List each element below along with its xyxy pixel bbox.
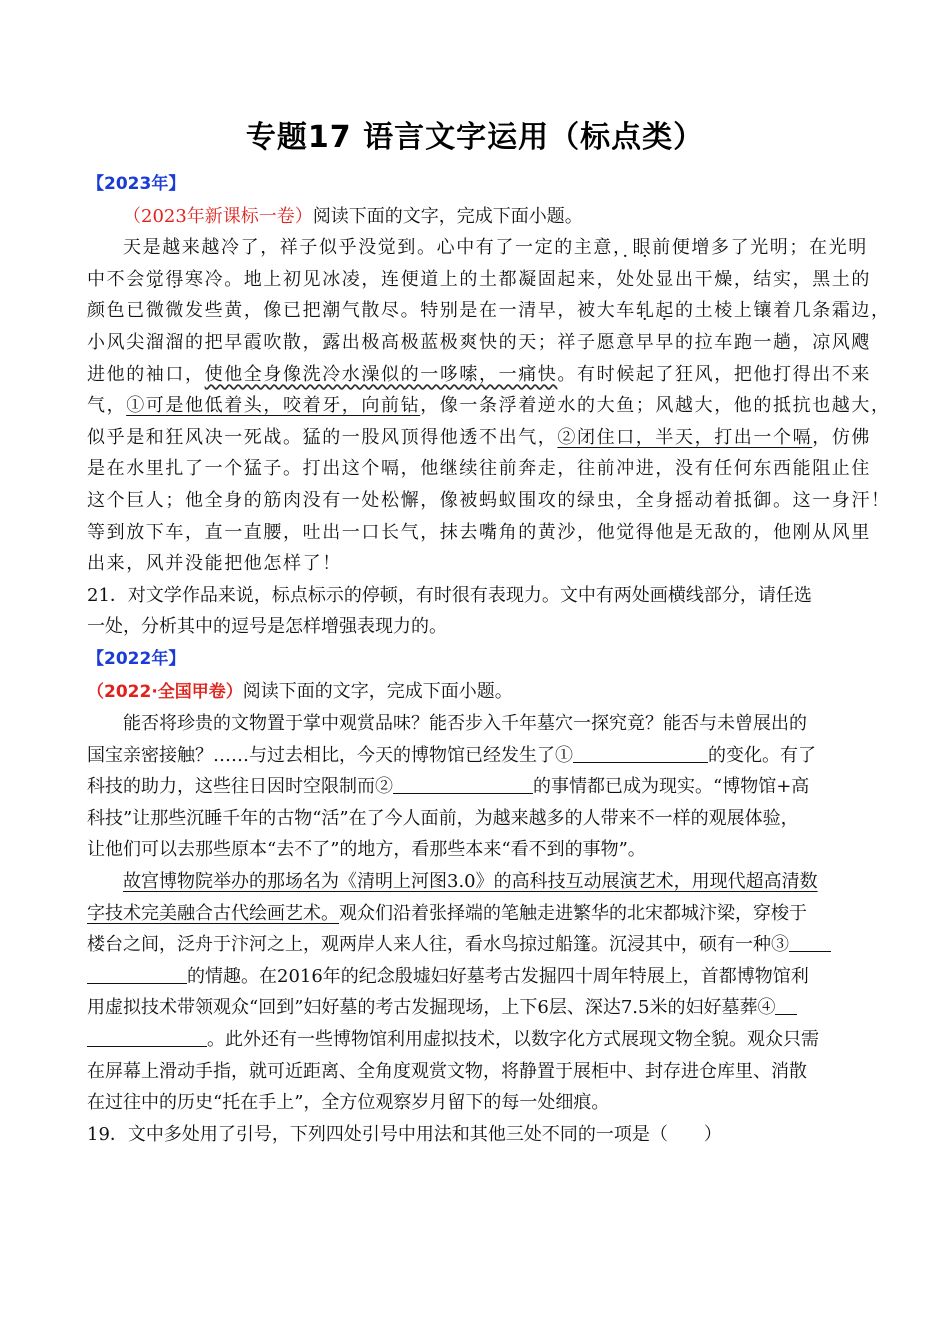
emphasis-dot-char: 微 bbox=[145, 300, 166, 322]
passage-line: 进他的袖口，使他全身像洗冷水澡似的一哆嗦，一痛快。有时候起了狂风，把他打得出不来 bbox=[87, 363, 872, 385]
underlined-sentence-2: ②闭住口，半天，打出一个嗝 bbox=[557, 426, 813, 448]
passage-line: 似乎是和狂风决一死战。猛的一股风顶得他透不出气，②闭住口，半天，打出一个嗝，仿佛 bbox=[87, 426, 872, 448]
underlined-sentence-1: ①可是他低着头，咬着牙，向前钻 bbox=[126, 395, 421, 417]
section-2023-header bbox=[87, 168, 862, 201]
passage-line: 颜色已微微发些黄，像已把潮气散尽。特别是在一清早，被大车轧起的土棱上镶着几条霜边， bbox=[87, 295, 862, 327]
blank-1 bbox=[573, 742, 708, 763]
section-2022-header bbox=[87, 643, 862, 676]
passage-line: 的情趣。在2016年的纪念殷墟妇好墓考古发掘四十周年特展上，首都博物馆利 bbox=[87, 961, 862, 993]
blank-2 bbox=[393, 773, 533, 794]
blank-3 bbox=[789, 931, 831, 952]
passage-line: 小风尖溜溜的把早霞吹散，露出极高极蓝极爽快的天；祥子愿意早早的拉车跑一趟，凉风飕 bbox=[87, 327, 862, 359]
year-label-2022: 【2022年】 bbox=[87, 648, 186, 669]
passage-line: 天是越来越冷了，祥子似乎没觉到。心中有了一定的主意，眼前便增多了光明；在光明 bbox=[123, 237, 868, 259]
passage-line: 中不会觉得寒冷。地上初见冰凌，连便道上的土都凝固起来，处处显出干燥，结实，黑土的 bbox=[87, 264, 862, 296]
document-body bbox=[87, 168, 891, 1150]
blank-4-cont bbox=[87, 1026, 207, 1047]
passage-line: 科技的助力，这些往日因时空限制而② 的事情都已成为现实。“博物馆+高 bbox=[87, 771, 862, 803]
passage-line: 在屏幕上滑动手指，就可近距离、全角度观赏文物，将静置于展柜中、封存进仓库里、消散 bbox=[87, 1060, 807, 1082]
source-line-2022 bbox=[87, 676, 862, 709]
emphasis-dot-char: 微 bbox=[165, 300, 186, 322]
passage-line: 国宝亲密接触？……与过去相比，今天的博物馆已经发生了① 的变化。有了 bbox=[87, 740, 862, 772]
source-2022: （2022·全国甲卷） bbox=[87, 681, 243, 702]
passage-line: 出来，风并没能把他怎样了！ bbox=[87, 553, 342, 575]
underlined-sentence-gugong: 故宫博物院举办的那场名为《清明上河图3.0》的高科技互动展演艺术，用现代超高清数 bbox=[123, 871, 818, 893]
emphasis-dot-char: 处 bbox=[616, 268, 636, 290]
year-label-2023: 【2023年】 bbox=[87, 174, 186, 194]
blank-4 bbox=[775, 994, 797, 1015]
passage-line: 用虚拟技术带领观众“回到”妇好墓的考古发掘现场，上下6层、深达7.5米的妇好墓葬④ bbox=[87, 992, 862, 1024]
passage-line bbox=[87, 866, 862, 898]
emphasis-dot-char: 早 bbox=[635, 331, 656, 353]
question-21: 21．对文学作品来说，标点标示的停顿，有时很有表现力。文中有两处画横线部分，请任选 bbox=[87, 584, 812, 606]
wavy-underlined-text: 使他全身像洗冷水澡似的一哆嗦，一痛快 bbox=[204, 363, 558, 385]
blank-3-cont bbox=[87, 963, 187, 984]
passage-line: 在过往中的历史“托在手上”，全方位观察岁月留下的每一处细痕。 bbox=[87, 1092, 610, 1114]
passage-line: 能否将珍贵的文物置于掌中观赏品味？能否步入千年墓穴一探究竟？能否与未曾展出的 bbox=[123, 713, 807, 735]
question-21-cont: 一处，分析其中的逗号是怎样增强表现力的。 bbox=[87, 616, 447, 638]
passage-line: 字技术完美融合古代绘画艺术。观众们沿着张择端的笔触走进繁华的北宋都城汴梁，穿梭于 bbox=[87, 902, 807, 924]
emphasis-dot-char: 早 bbox=[655, 331, 676, 353]
intro-2022: 阅读下面的文字，完成下面小题。 bbox=[242, 680, 513, 702]
source-line-2023 bbox=[87, 201, 862, 233]
question-19: 19．文中多处用了引号，下列四处引号中用法和其他三处不同的一项是（ ） bbox=[87, 1123, 722, 1145]
passage-line: 气，①可是他低着头，咬着牙，向前钻，像一条浮着逆水的大鱼；风越大，他的抵抗也越大， bbox=[87, 395, 891, 417]
intro-2023: 阅读下面的文字，完成下面小题。 bbox=[312, 205, 583, 227]
underlined-sentence-gugong-cont: 字技术完美融合古代绘画艺术。 bbox=[87, 902, 339, 924]
page-title: 专题17 语言文字运用（标点类） bbox=[245, 120, 705, 155]
source-2023: （2023年新课标一卷） bbox=[123, 205, 313, 227]
passage-line: 等到放下车，直一直腰，吐出一口长气，抹去嘴角的黄沙，他觉得他是无敌的，他刚从风里 bbox=[87, 521, 871, 543]
emphasis-dot-char: 处 bbox=[635, 268, 656, 290]
passage-line: 科技”让那些沉睡千年的古物“活”在了今人面前，为越来越多的人带来不一样的观展体验， bbox=[87, 807, 799, 829]
passage-line: 。此外还有一些博物馆利用虚拟技术，以数字化方式展现文物全貌。观众只需 bbox=[87, 1024, 862, 1056]
passage-line: 这个巨人；他全身的筋肉没有一处松懈，像被蚂蚁围攻的绿虫，全身摇动着抵御。这一身汗！ bbox=[87, 489, 891, 511]
passage-line: 是在水里扎了一个猛子。打出这个嗝，他继续往前奔走，往前冲进，没有任何东西能阻止住 bbox=[87, 458, 871, 480]
passage-line: 让他们可以去那些原本“去不了”的地方，看那些本来“看不到的事物”。 bbox=[87, 839, 646, 861]
passage-line: 楼台之间，泛舟于汴河之上，观两岸人来人往，看水鸟掠过船篷。沉浸其中，硕有一种③ bbox=[87, 929, 862, 961]
